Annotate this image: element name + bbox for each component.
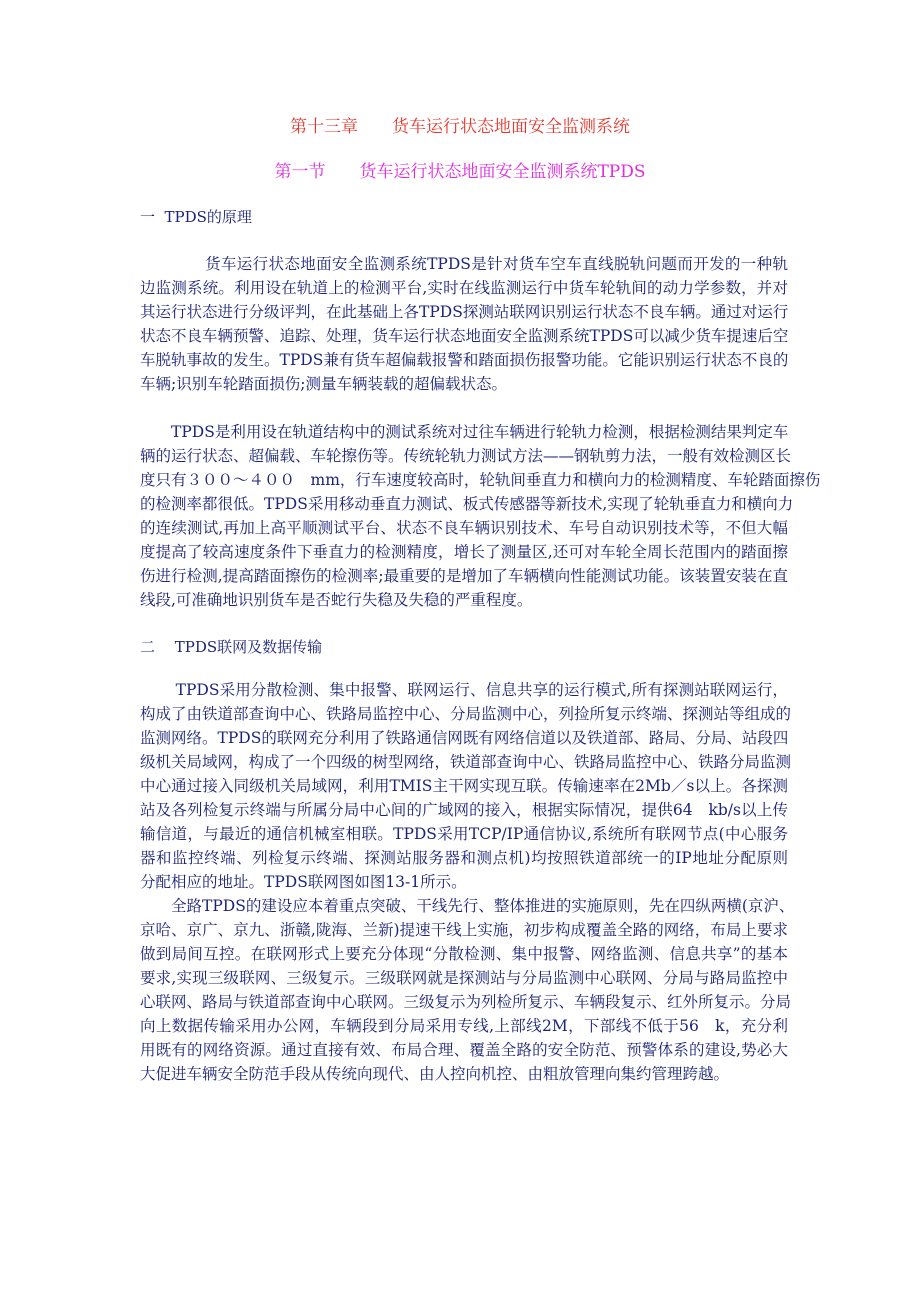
text-line: 的检测率都很低。TPDS采用移动垂直力测试、板式传感器等新技术,实现了轮轨垂直力和横向力	[140, 495, 794, 513]
text-line: 做到局间互控。在联网形式上要充分体现“分散检测、集中报警、网络监测、信息共享”的基本	[140, 945, 788, 963]
paragraph-network-mode	[140, 678, 792, 894]
text-line: 向上数据传输采用办公网，车辆段到分局采用专线,上部线2M，下部线不低于56 k，充分利	[140, 1017, 788, 1035]
paragraph-principle	[140, 252, 788, 396]
text-line: 级机关局域网，构成了一个四级的树型网络，铁道部查询中心、铁路局监控中心、铁路分局监测	[140, 753, 792, 771]
text-line: 度提高了较高速度条件下垂直力的检测精度，增长了测量区,还可对车轮全周长范围内的踏面擦	[140, 543, 788, 561]
text-line: 监测网络。TPDS的联网充分利用了铁路通信网既有网络信道以及铁道部、路局、分局、站段四	[140, 729, 789, 747]
text-line: 全路TPDS的建设应本着重点突破、干线先行、整体推进的实施原则，先在四纵两横(京沪、	[171, 897, 795, 915]
text-line: 器和监控终端、列检复示终端、探测站服务器和测点机)均按照铁道部统一的IP地址分配原则	[140, 849, 788, 867]
paragraph-measurement	[140, 420, 821, 612]
text-line: 度只有３００～４００ mm，行车速度较高时，轮轨间垂直力和横向力的检测精度、车轮踏面擦伤	[140, 471, 821, 489]
text-line: 站及各列检复示终端与所属分局中心间的广域网的接入，根据实际情况，提供64 kb/s以上传	[140, 801, 788, 819]
text-line: 车辆;识别车轮踏面损伤;测量车辆装载的超偏载状态。	[140, 375, 507, 393]
text-line: 车脱轨事故的发生。TPDS兼有货车超偏载报警和踏面损伤报警功能。它能识别运行状态不良的	[140, 351, 789, 369]
text-line: TPDS是利用设在轨道结构中的测试系统对过往车辆进行轮轨力检测，根据检测结果判定车	[171, 423, 789, 441]
text-line: 边监测系统。利用设在轨道上的检测平台,实时在线监测运行中货车轮轨间的动力学参数，并对	[140, 279, 788, 297]
text-line: 线段,可准确地识别货车是否蛇行失稳及失稳的严重程度。	[140, 591, 533, 609]
text-line: 用既有的网络资源。通过直接有效、布局合理、覆盖全路的安全防范、预警体系的建设,势必大	[140, 1041, 788, 1059]
text-line: 构成了由铁道部查询中心、铁路局监控中心、分局监测中心，列捡所复示终端、探测站等组成的	[140, 705, 792, 723]
text-line: 状态不良车辆预警、追踪、处理，货车运行状态地面安全监测系统TPDS可以减少货车提速后空	[140, 327, 789, 345]
text-line: 输信道，与最近的通信机械室相联。TPDS采用TCP/IP通信协议,系统所有联网节点(中心服务	[140, 825, 788, 843]
section-title: 第一节 货车运行状态地面安全监测系统TPDS	[274, 162, 646, 182]
text-line: 要求,实现三级联网、三级复示。三级联网就是探测站与分局监测中心联网、分局与路局监控中	[140, 969, 788, 987]
text-line: 辆的运行状态、超偏载、车轮擦伤等。传统轮轨力测试方法——钢轨剪力法，一般有效检测区长	[140, 447, 792, 465]
text-line: 其运行状态进行分级评判，在此基础上各TPDS探测站联网识别运行状态不良车辆。通过对运行	[140, 303, 789, 321]
text-line: 伤进行检测,提高踏面擦伤的检测率;最重要的是增加了车辆横向性能测试功能。该装置安装在直	[140, 567, 788, 585]
text-line: 中心通过接入同级机关局域网，利用TMIS主干网实现互联。传输速率在2Mb／s以上。各探测	[140, 777, 788, 795]
paragraph-construction	[140, 894, 795, 1086]
heading-networking: 二 TPDS联网及数据传输	[140, 638, 323, 656]
text-line: 大促进车辆安全防范手段从传统向现代、由人控向机控、由粗放管理向集约管理跨越。	[140, 1065, 730, 1083]
text-line: 京哈、京广、京九、浙赣,陇海、兰新)提速干线上实施，初步构成覆盖全路的网络，布局上要求	[140, 921, 788, 939]
chapter-title: 第十三章 货车运行状态地面安全监测系统	[290, 117, 630, 137]
heading-principle: 一 TPDS的原理	[140, 208, 252, 226]
text-line: 货车运行状态地面安全监测系统TPDS是针对货车空车直线脱轨问题而开发的一种轨	[205, 255, 788, 273]
text-line: 心联网、路局与铁道部查询中心联网。三级复示为列检所复示、车辆段复示、红外所复示。分局	[140, 993, 792, 1011]
text-line: TPDS采用分散检测、集中报警、联网运行、信息共享的运行模式,所有探测站联网运行，	[175, 681, 788, 699]
text-line: 的连续测试,再加上高平顺测试平台、状态不良车辆识别技术、车号自动识别技术等，不但大幅	[140, 519, 788, 537]
text-line: 分配相应的地址。TPDS联网图如图13-1所示。	[140, 873, 467, 891]
